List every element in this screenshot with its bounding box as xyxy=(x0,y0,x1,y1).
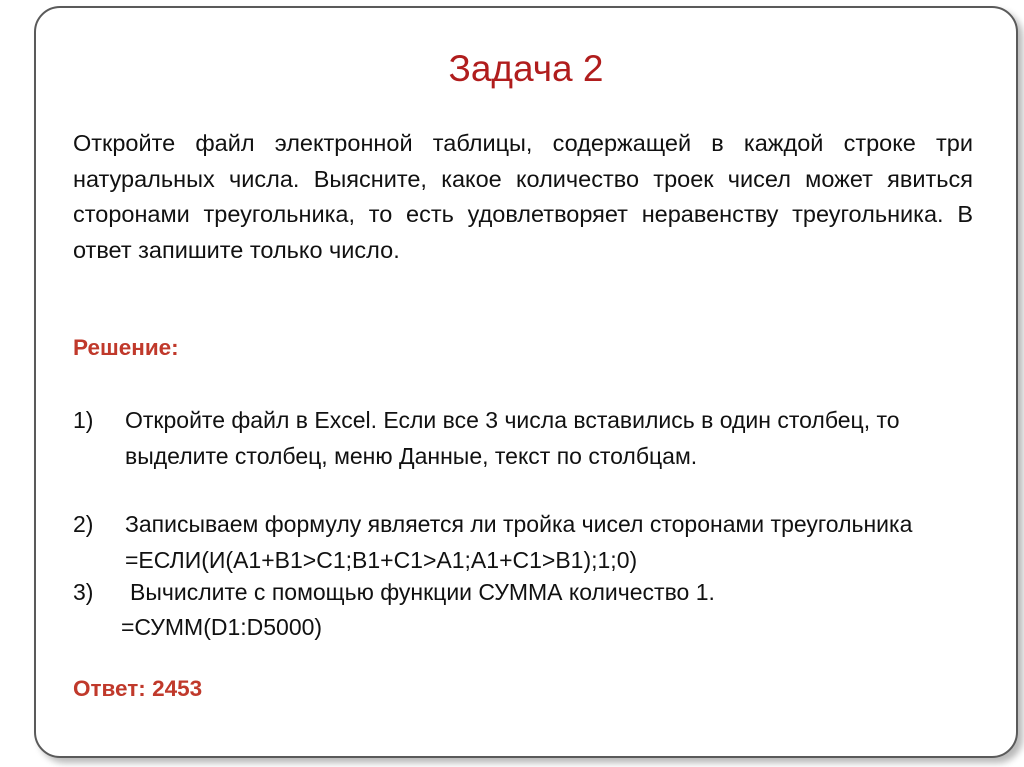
answer-line xyxy=(73,676,202,702)
slide-title: Задача 2 xyxy=(448,48,604,89)
step-number: 3) xyxy=(73,579,94,605)
solution-step-1 xyxy=(73,403,945,474)
step-text: Вычислите с помощью функции СУММА количество 1. xyxy=(130,579,715,605)
task-text: Откройте файл электронной таблицы, содержащей в каждой строке три натуральных числа. Выясните, какое количество троек чисел может явиться сторонами треугольника, то есть удовлетворяет неравенству треугольника. В ответ запишите только число. xyxy=(73,130,973,263)
step-number: 2) xyxy=(73,511,94,537)
solution-step-3 xyxy=(73,575,950,611)
step-text: Откройте файл в Excel. Если все 3 числа вставились в один столбец, то выделите столбец, меню Данные, текст по столбцам. xyxy=(125,407,900,469)
step-number: 1) xyxy=(73,407,94,433)
step-text: Записываем формулу является ли тройка чисел сторонами треугольника =ЕСЛИ(И(A1+B1>C1;B1+C1>A1;A1+C1>B1);1;0) xyxy=(125,511,913,573)
solution-step-2 xyxy=(73,507,985,578)
sum-formula: =СУММ(D1:D5000) xyxy=(121,614,323,640)
answer-value: 2453 xyxy=(152,676,203,701)
solution-label: Решение: xyxy=(73,335,179,360)
answer-label: Ответ: xyxy=(73,676,146,701)
